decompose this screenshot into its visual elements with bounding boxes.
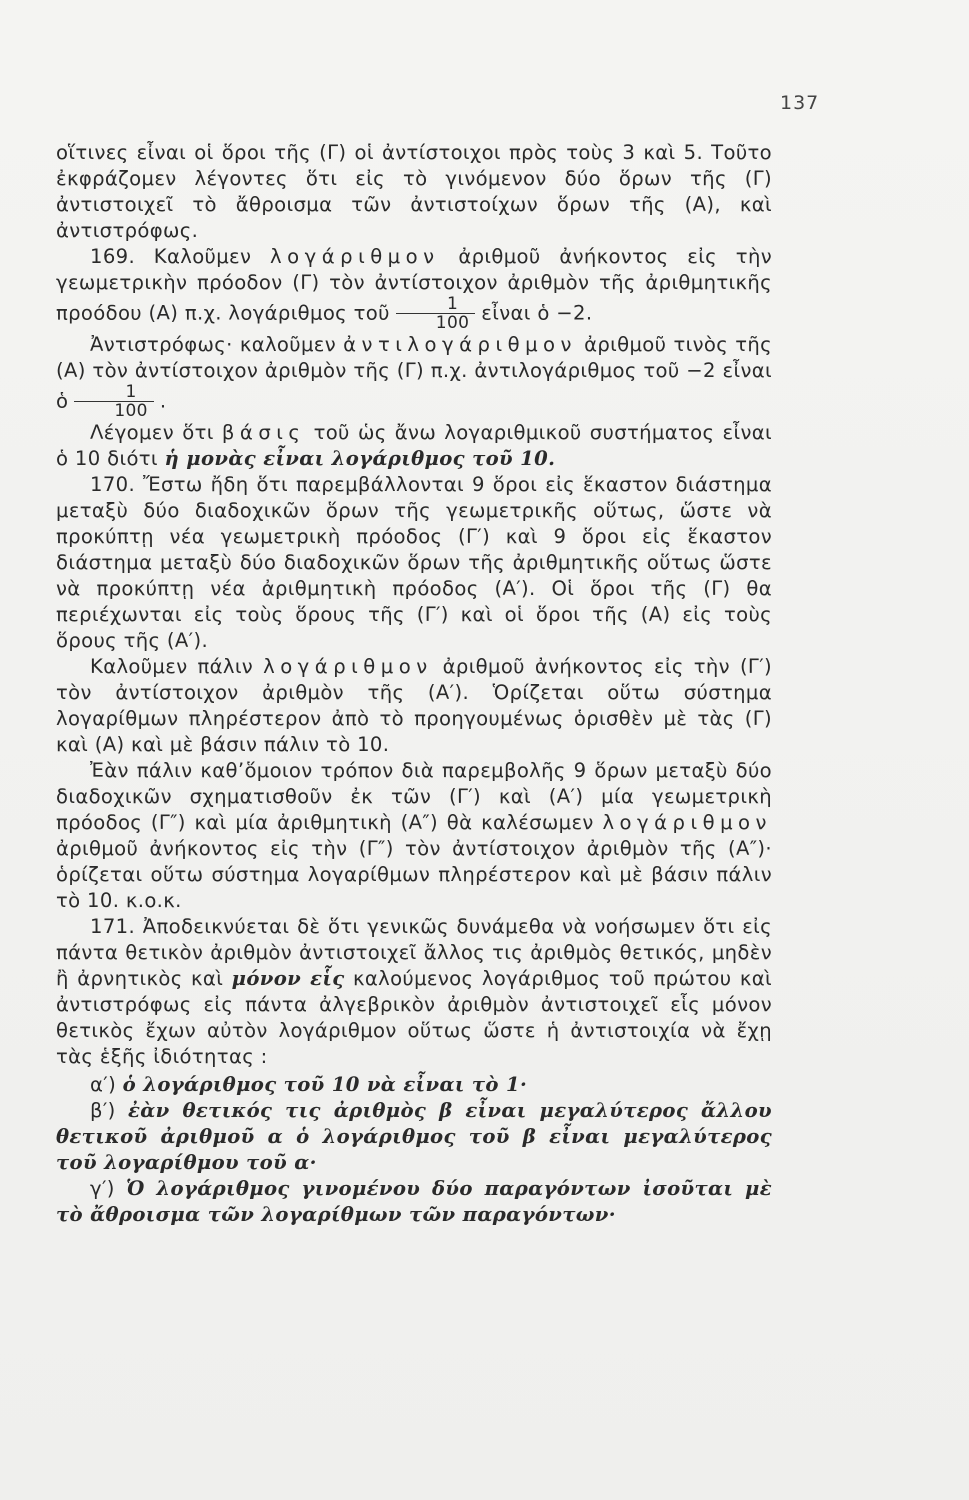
paragraph-169 xyxy=(56,244,772,332)
page-number: 137 xyxy=(780,92,820,114)
paragraph-base xyxy=(56,420,772,472)
property-list xyxy=(56,1072,772,1228)
property-label: γ′) xyxy=(90,1177,115,1200)
paragraph-text: Ἐὰν πάλιν καθ’ὅμοιον τρόπον διὰ παρεμβολῆς 9 ὅρων μεταξὺ δύο διαδοχικῶν σχηματισθοῦν ἐκ τῶν (Γ′) καὶ (Α′) μία γεωμετρικὴ πρόοδος (Γ″) καὶ μία ἀριθμητικὴ (Α″) θὰ καλέσωμεν xyxy=(56,759,772,834)
property-item xyxy=(56,1098,772,1176)
emphasis-only-one: μόνον εἷς xyxy=(231,967,345,990)
term-base: βάσις xyxy=(221,421,306,444)
paragraph-text: ἀριθμοῦ ἀνήκοντος εἰς τὴν (Γ′) τὸν ἀντίστοιχον ἀριθμὸν τῆς (Α′). Ὁρίζεται οὕτω σύστημα λογαρίθμων πληρέστερον ἀπὸ τὸ προηγουμένως ὁρισθὲν μὲ τὰς (Γ) καὶ (Α) καὶ μὲ βάσιν πάλιν τὸ 10. xyxy=(56,655,772,756)
property-text: ὁ λογάριθμος τοῦ 10 νὰ εἶναι τὸ 1· xyxy=(122,1073,528,1096)
paragraph-text: ἀριθμοῦ ἀνήκοντος εἰς τὴν γεωμετρικὴν πρόοδον (Γ) τὸν ἀντίστοιχον ἀριθμὸν τῆς ἀριθμητικῆς προόδου (Α) π.χ. λογάριθμος τοῦ xyxy=(56,245,773,325)
paragraph-text: Ἀντιστρόφως· καλοῦμεν xyxy=(90,333,344,356)
paragraph-text: εἶναι ὁ −2. xyxy=(481,301,593,325)
property-item xyxy=(56,1072,772,1098)
paragraph-text: . xyxy=(159,389,167,413)
fraction-numerator: 1 xyxy=(446,294,459,314)
paragraph-text: ἀριθμοῦ τινὸς τῆς (Α) τὸν ἀντίστοιχον ἀριθμὸν τῆς (Γ) π.χ. ἀντιλογάριθμος τοῦ −2 εἶναι ὁ xyxy=(56,333,772,413)
term-logarithm: λογάριθμον xyxy=(602,811,772,834)
paragraph-171 xyxy=(56,914,772,1070)
fraction-denominator: 100 xyxy=(74,401,154,420)
fraction xyxy=(74,384,154,420)
property-item xyxy=(56,1176,772,1228)
property-label: β′) xyxy=(90,1099,116,1122)
page-body xyxy=(56,140,772,1228)
paragraph-text: Καλοῦμεν πάλιν xyxy=(90,655,264,678)
term-logarithm: λογάριθμον xyxy=(270,245,440,268)
paragraph-continuation: οἵτινες εἶναι οἱ ὅροι τῆς (Γ) οἱ ἀντίστοιχοι πρὸς τοὺς 3 καὶ 5. Τοῦτο ἐκφράζομεν λέγοντες ὅτι εἰς τὸ γινόμενον δύο ὅρων τῆς (Γ) ἀντιστοιχεῖ τὸ ἄθροισμα τῶν ἀντιστοίχων ὅρων τῆς (Α), καὶ ἀντιστρόφως. xyxy=(56,141,772,242)
paragraph-again xyxy=(56,654,772,758)
paragraph-text: Λέγομεν ὅτι xyxy=(90,421,222,444)
paragraph-text: καλούμενος λογάριθμος τοῦ πρώτου καὶ ἀντιστρόφως εἰς πάντα ἀλγεβρικὸν ἀριθμὸν ἀντιστοιχεῖ εἷς μόνον θετικὸς ἔχων αὐτὸν λογάριθμον οὕτως ὥστε ἡ ἀντιστοιχία νὰ ἔχῃ τὰς ἑξῆς ἰδιότητας : xyxy=(56,967,773,1068)
paragraph-antilogarithm xyxy=(56,332,772,420)
paragraph-text: τοῦ ὡς ἄνω λογαριθμικοῦ συστήματος εἶναι ὁ 10 διότι xyxy=(56,421,773,470)
fraction-denominator: 100 xyxy=(396,313,476,332)
paragraph-text: ἀριθμοῦ ἀνήκοντος εἰς τὴν (Γ″) τὸν ἀντίστοιχον ἀριθμὸν τῆς (Α″)· ὁρίζεται οὕτω σύστημα λογαρίθμων πληρέστερον καὶ μὲ βάσιν πάλιν τὸ 10. κ.ο.κ. xyxy=(56,837,772,912)
term-logarithm: λογάριθμον xyxy=(263,655,433,678)
paragraph-if-again xyxy=(56,758,772,914)
property-text: Ὁ λογάριθμος γινομένου δύο παραγόντων ἰσοῦται μὲ τὸ ἄθροισμα τῶν λογαρίθμων τῶν παραγόντων· xyxy=(56,1177,772,1226)
emphasis-unit-log: ἡ μονὰς εἶναι λογάριθμος τοῦ 10. xyxy=(164,447,556,470)
fraction-numerator: 1 xyxy=(125,382,137,402)
fraction xyxy=(396,296,476,332)
property-text: ἐὰν θετικός τις ἀριθμὸς β εἶναι μεγαλύτερος ἄλλου θετικοῦ ἀριθμοῦ α ὁ λογάριθμος τοῦ β εἶναι μεγαλύτερος τοῦ λογαρίθμου τοῦ α· xyxy=(56,1099,772,1174)
term-antilogarithm: ἀντιλογάριθμον xyxy=(343,333,577,356)
paragraph-170: 170. Ἔστω ἤδη ὅτι παρεμβάλλονται 9 ὅροι εἰς ἕκαστον διάστημα μεταξὺ δύο διαδοχικῶν ὅρων τῆς γεωμετρικῆς οὕτως, ὥστε νὰ προκύπτῃ νέα γεωμετρικὴ πρόοδος (Γ′) καὶ 9 ὅροι εἰς ἕκαστον διάστημα μεταξὺ δύο διαδοχικῶν ὅρων τῆς ἀριθμητικῆς οὕτως ὥστε νὰ προκύπτῃ νέα ἀριθμητικὴ πρόοδος (Α′). Οἱ ὅροι τῆς (Γ) θα περιέχωνται εἰς τοὺς ὅρους τῆς (Γ′) καὶ οἱ ὅροι τῆς (Α) εἰς τοὺς ὅρους τῆς (Α′). xyxy=(56,473,772,652)
paragraph-text: 169. Καλοῦμεν xyxy=(90,245,271,268)
paragraph-text: 171. Ἀποδεικνύεται δὲ ὅτι γενικῶς δυνάμεθα νὰ νοήσωμεν ὅτι εἰς πάντα θετικὸν ἀριθμὸν ἀντιστοιχεῖ ἄλλος τις ἀριθμὸς θετικός, μηδὲν ἢ ἀρνητικὸς καὶ xyxy=(56,915,772,990)
property-label: α′) xyxy=(90,1073,117,1096)
